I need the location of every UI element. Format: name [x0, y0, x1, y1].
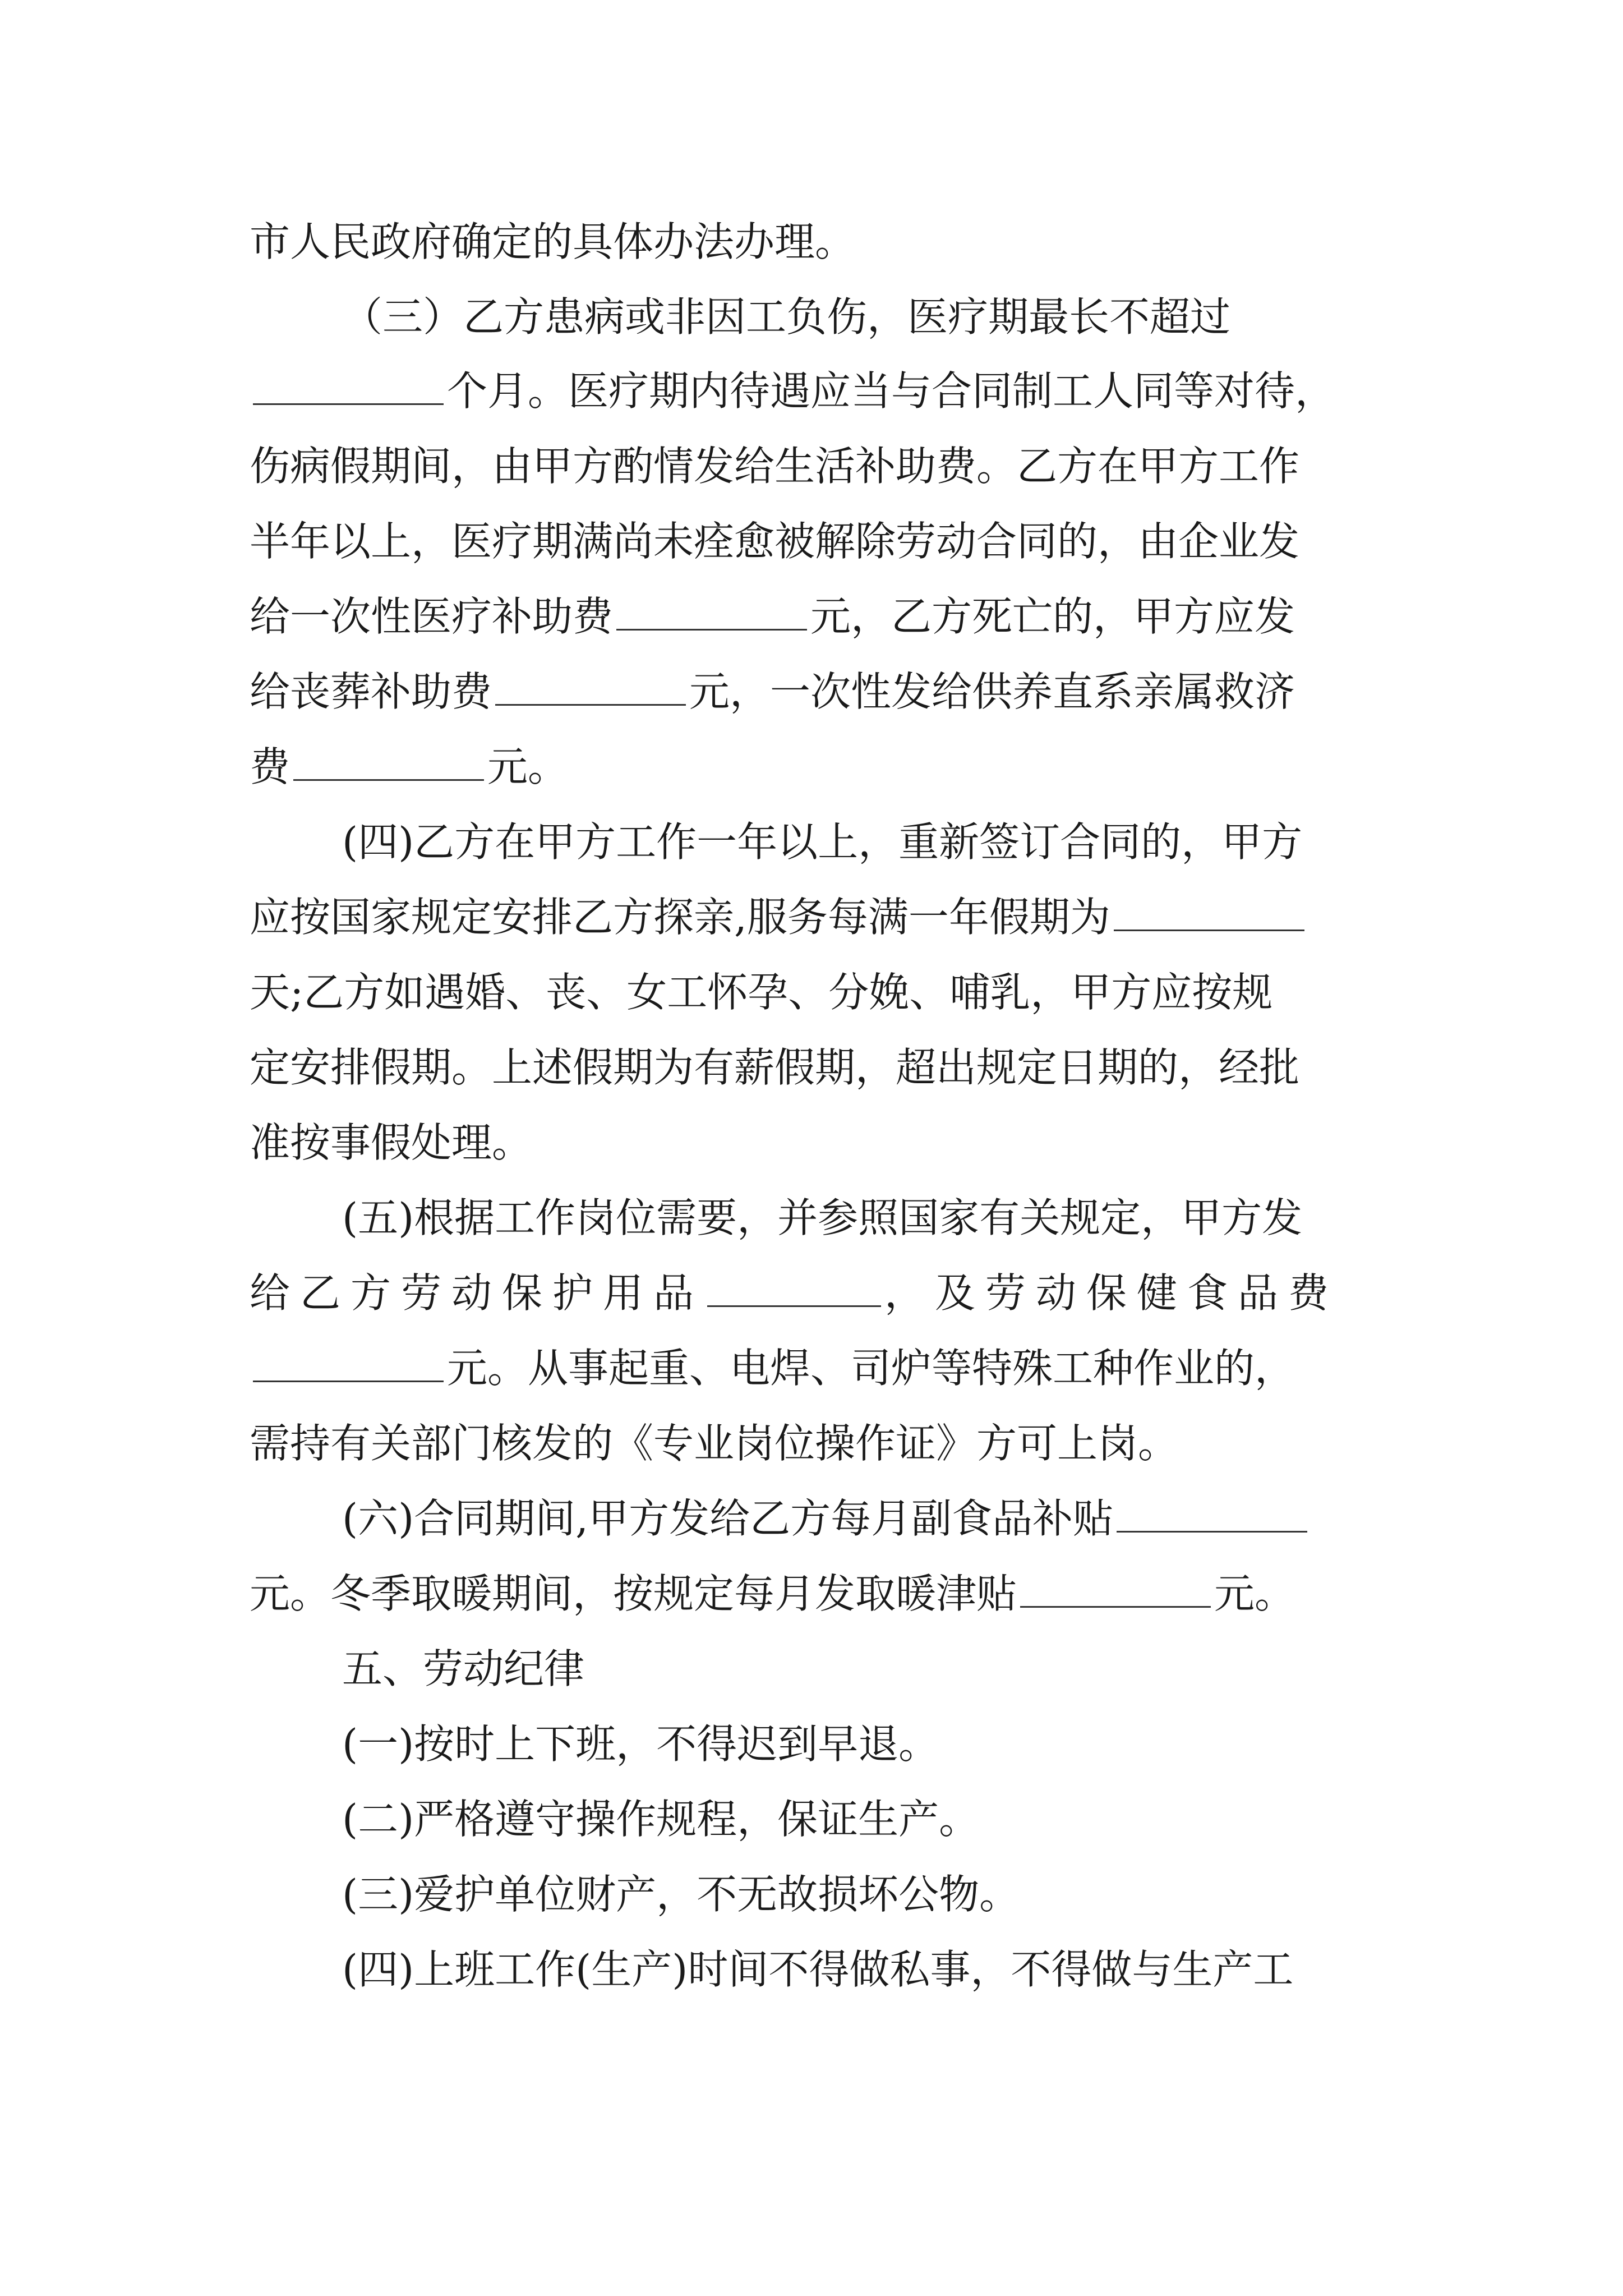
- fill-in-blank[interactable]: [1117, 1493, 1307, 1533]
- text-line: 元。冬季取暖期间，按规定每月发取暖津贴 元。: [250, 1557, 1377, 1630]
- text-line: 伤病假期间，由甲方酌情发给生活补助费。乙方在甲方工作: [250, 443, 1300, 490]
- text-line: 准按事假处理。: [250, 1119, 533, 1166]
- text-line: 个月。医疗期内待遇应当与合同制工人同等对待，: [250, 355, 1377, 427]
- section-heading: 五、劳动纪律: [342, 1645, 585, 1692]
- text-line: 市人民政府确定的具体办法办理。: [250, 218, 856, 265]
- text-line: （三）乙方患病或非因工负伤，医疗期最长不超过: [342, 293, 1231, 341]
- text-line: (五)根据工作岗位需要，并参照国家有关规定，甲方发: [342, 1194, 1303, 1241]
- text-line: (四)上班工作(生产)时间不得做私事，不得做与生产工: [342, 1946, 1294, 1993]
- text-line: 给丧葬补助费 元，一次性发给供养直系亲属救济: [250, 655, 1377, 728]
- text-line: 需持有关部门核发的《专业岗位操作证》方可上岗。: [250, 1420, 1179, 1467]
- text-line: 半年以上，医疗期满尚未痊愈被解除劳动合同的，由企业发: [250, 518, 1300, 565]
- fill-in-blank[interactable]: [1114, 891, 1304, 931]
- fill-in-blank[interactable]: [253, 365, 444, 405]
- text-line: (一)按时上下班，不得迟到早退。: [342, 1720, 939, 1768]
- text-line: 元。从事起重、电焊、司炉等特殊工种作业的，: [250, 1332, 1377, 1405]
- text-line: 定安排假期。上述假期为有薪假期，超出规定日期的，经批: [250, 1044, 1300, 1091]
- fill-in-blank[interactable]: [707, 1267, 881, 1307]
- fill-in-blank[interactable]: [616, 591, 807, 631]
- fill-in-blank[interactable]: [253, 1342, 444, 1382]
- text-line: (二)严格遵守操作规程，保证生产。: [342, 1796, 980, 1843]
- fill-in-blank[interactable]: [495, 666, 686, 706]
- text-line: 给一次性医疗补助费 元，乙方死亡的，甲方应发: [250, 580, 1377, 653]
- text-line: 应按国家规定安排乙方探亲,服务每满一年假期为: [250, 881, 1377, 954]
- text-line: 天;乙方如遇婚、丧、女工怀孕、分娩、哺乳，甲方应按规: [250, 969, 1273, 1016]
- text-line: (四)乙方在甲方工作一年以上，重新签订合同的，甲方: [342, 818, 1303, 866]
- text-line: 费 元。: [250, 730, 1377, 803]
- fill-in-blank[interactable]: [293, 741, 484, 781]
- text-line: (三)爱护单位财产，不无故损坏公物。: [342, 1871, 1020, 1918]
- text-line: 给乙方劳动保护用品 ，及劳动保健食品费: [250, 1257, 1377, 1329]
- fill-in-blank[interactable]: [1020, 1568, 1211, 1608]
- text-line: (六)合同期间,甲方发给乙方每月副食品补贴: [342, 1482, 1377, 1555]
